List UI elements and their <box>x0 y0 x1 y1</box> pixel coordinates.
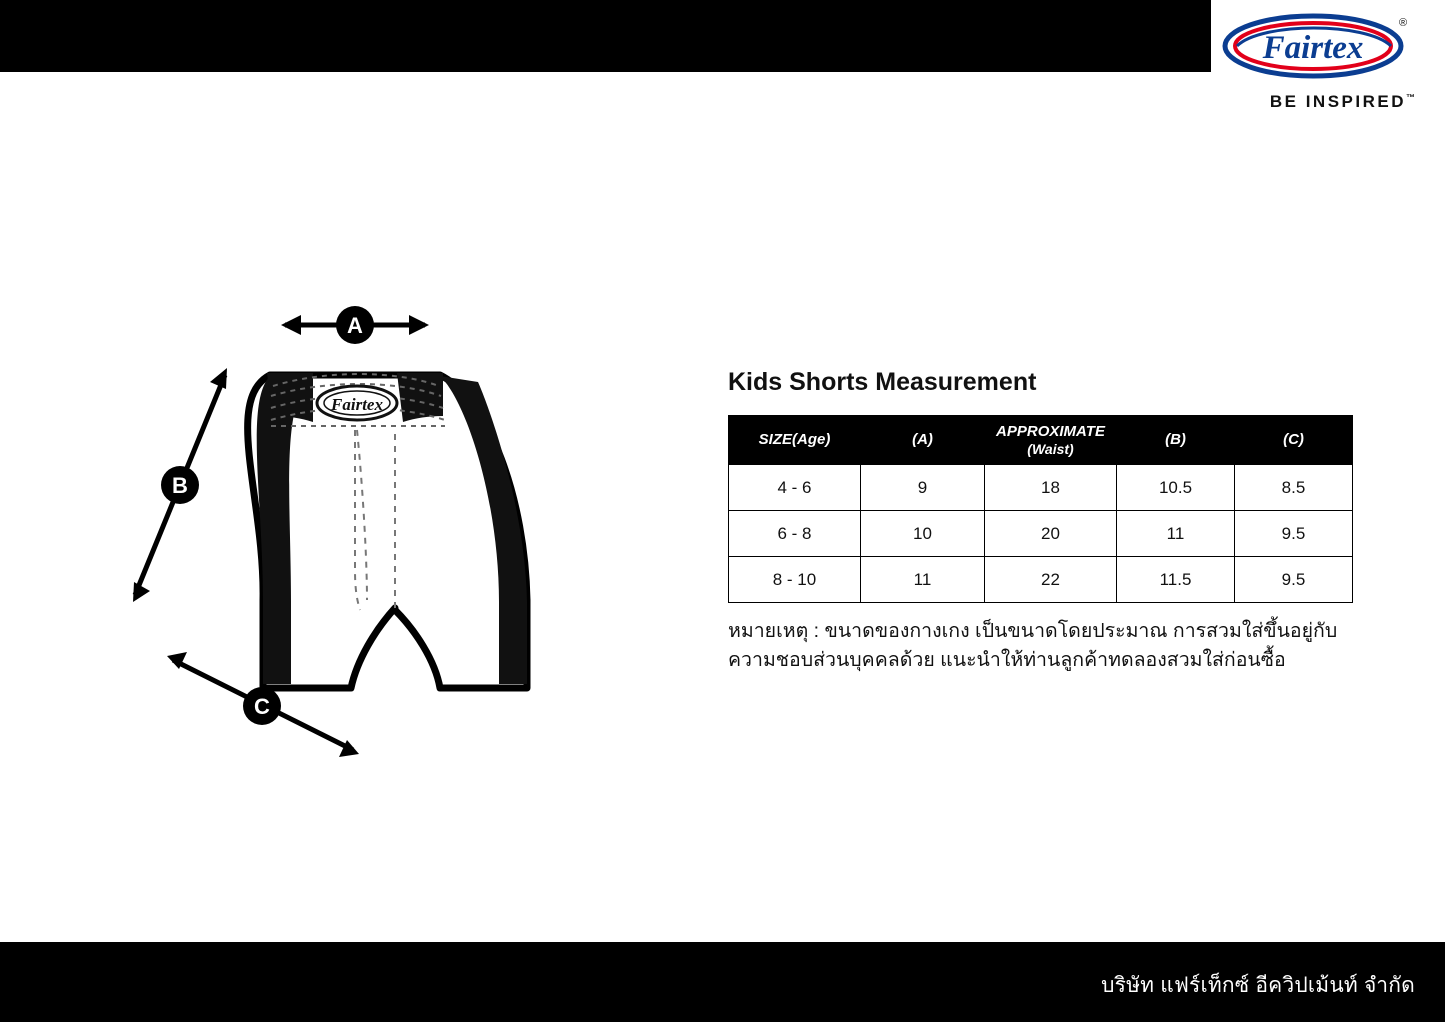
garment-logo-badge <box>317 386 397 420</box>
table-header-row <box>729 416 1353 465</box>
dimension-arrow-b <box>133 368 227 602</box>
cell-size: 4 - 6 <box>729 465 861 511</box>
table-row <box>729 511 1353 557</box>
note-line-2: ความชอบส่วนบุคคลด้วย แนะนำให้ท่านลูกค้าทดลองสวมใส่ก่อนซื้อ <box>728 649 1286 672</box>
dimension-arrow-a <box>281 306 429 344</box>
brand-tagline-text: BE INSPIRED <box>1269 92 1406 111</box>
table-row <box>729 557 1353 603</box>
table-row <box>729 465 1353 511</box>
panel-title: Kids Shorts Measurement <box>728 368 1037 396</box>
cell-b: 10.5 <box>1117 465 1235 511</box>
th-approximate-label: APPROXIMATE <box>996 423 1105 441</box>
measurement-panel <box>728 368 1368 676</box>
note-block <box>728 617 1368 676</box>
cell-c: 9.5 <box>1235 511 1353 557</box>
svg-text:B: B <box>172 473 188 498</box>
cell-b: 11 <box>1117 511 1235 557</box>
cell-c: 8.5 <box>1235 465 1353 511</box>
fairtex-logo <box>1221 8 1417 82</box>
cell-size: 8 - 10 <box>729 557 861 603</box>
cell-waist: 20 <box>985 511 1117 557</box>
trademark-symbol: ™ <box>1406 92 1415 103</box>
note-line-1: หมายเหตุ : ขนาดของกางเกง เป็นขนาดโดยประมาณ การสวมใส่ขึ้นอยู่กับ <box>728 620 1338 642</box>
cell-waist: 18 <box>985 465 1117 511</box>
shorts-diagram <box>95 270 695 790</box>
svg-text:Fairtex: Fairtex <box>331 395 383 414</box>
svg-text:®: ® <box>1399 17 1408 29</box>
cell-size: 6 - 8 <box>729 511 861 557</box>
shorts-illustration <box>248 373 527 688</box>
svg-text:A: A <box>347 313 363 338</box>
size-table <box>728 415 1353 603</box>
cell-c: 9.5 <box>1235 557 1353 603</box>
th-size-age: SIZE(Age) <box>729 416 861 465</box>
cell-a: 10 <box>861 511 985 557</box>
th-a: (A) <box>861 416 985 465</box>
th-c: (C) <box>1235 416 1353 465</box>
th-b: (B) <box>1117 416 1235 465</box>
cell-a: 11 <box>861 557 985 603</box>
cell-a: 9 <box>861 465 985 511</box>
footer-company-name: บริษัท แฟร์เท็กซ์ อีควิปเม้นท์ จำกัด <box>1101 974 1415 997</box>
cell-b: 11.5 <box>1117 557 1235 603</box>
svg-text:Fairtex: Fairtex <box>1262 30 1364 66</box>
svg-text:C: C <box>254 694 270 719</box>
th-approximate-waist <box>985 416 1117 465</box>
cell-waist: 22 <box>985 557 1117 603</box>
brand-tagline <box>1223 92 1415 112</box>
th-waist-sublabel: (Waist) <box>1027 440 1074 457</box>
